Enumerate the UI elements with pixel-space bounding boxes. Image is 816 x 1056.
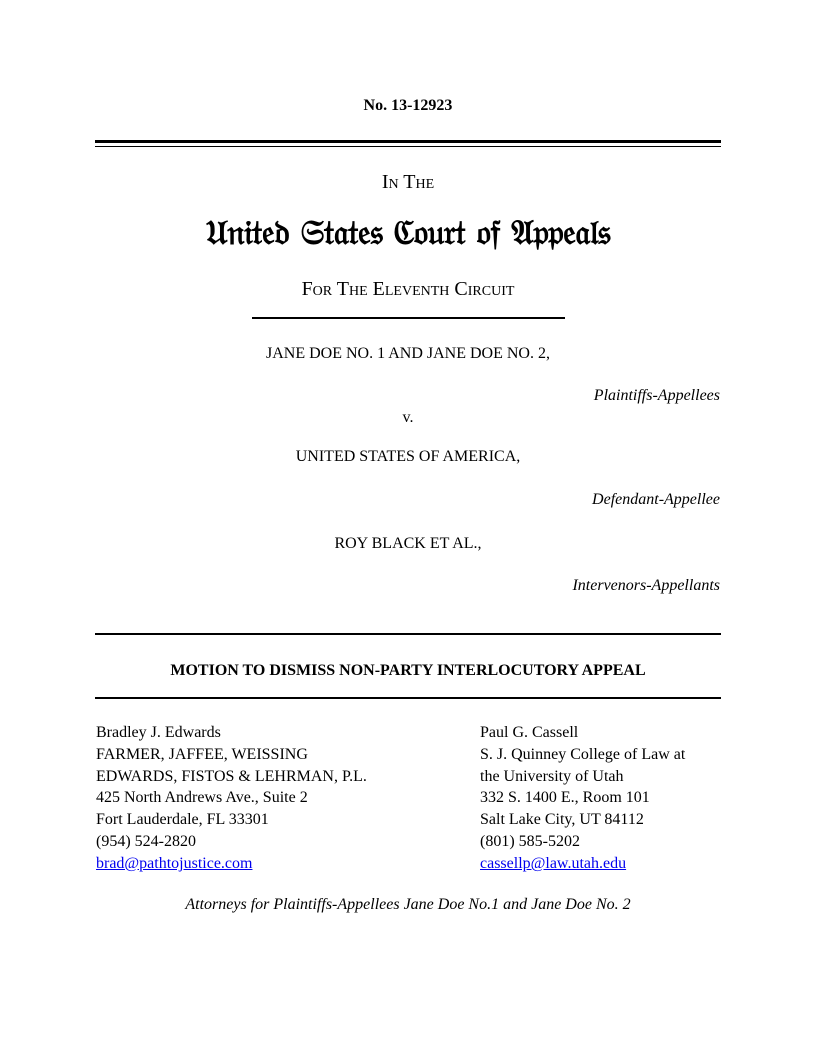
title-top-rule bbox=[95, 633, 721, 635]
double-rule-divider bbox=[95, 140, 721, 147]
defendant-name: UNITED STATES OF AMERICA, bbox=[295, 448, 521, 465]
plaintiffs-name: JANE DOE NO. 1 AND JANE DOE NO. 2, bbox=[266, 345, 550, 362]
counsel-left-block bbox=[96, 722, 367, 875]
counsel-left-address2: Fort Lauderdale, FL 33301 bbox=[96, 811, 269, 829]
versus-label: v. bbox=[402, 409, 414, 426]
counsel-right-address1: 332 S. 1400 E., Room 101 bbox=[480, 789, 650, 807]
case-number: No. 13-12923 bbox=[363, 97, 453, 114]
intervenors-name: ROY BLACK ET AL., bbox=[334, 535, 482, 552]
court-name: 𝔘𝔫𝔦𝔱𝔢𝔡 𝔖𝔱𝔞𝔱𝔢𝔰 ℭ𝔬𝔲𝔯𝔱 𝔬𝔣 𝔄𝔭𝔭𝔢𝔞𝔩𝔰 bbox=[205, 213, 611, 253]
intervenors-role: Intervenors-Appellants bbox=[572, 577, 720, 594]
counsel-right-address2: Salt Lake City, UT 84112 bbox=[480, 811, 644, 829]
title-bottom-rule bbox=[95, 697, 721, 699]
motion-title: MOTION TO DISMISS NON-PARTY INTERLOCUTORY APPEAL bbox=[170, 662, 646, 679]
counsel-left-name: Bradley J. Edwards bbox=[96, 724, 221, 741]
court-prefix: In The bbox=[381, 171, 435, 193]
attorneys-for-line: Attorneys for Plaintiffs-Appellees Jane Doe No.1 and Jane Doe No. 2 bbox=[185, 896, 631, 913]
counsel-right-block bbox=[480, 722, 685, 875]
counsel-left-firm-line2: EDWARDS, FISTOS & LEHRMAN, P.L. bbox=[96, 767, 367, 785]
counsel-right-email-link[interactable]: cassellp@law.utah.edu bbox=[480, 854, 627, 872]
defendant-role: Defendant-Appellee bbox=[592, 491, 720, 508]
counsel-left-firm-line1: FARMER, JAFFEE, WEISSING bbox=[96, 745, 308, 763]
counsel-right-name: Paul G. Cassell bbox=[480, 724, 579, 741]
court-circuit: For The Eleventh Circuit bbox=[301, 278, 515, 300]
counsel-left-address1: 425 North Andrews Ave., Suite 2 bbox=[96, 789, 308, 807]
counsel-right-firm-line1: S. J. Quinney College of Law at bbox=[480, 745, 686, 763]
counsel-left-email-link[interactable]: brad@pathtojustice.com bbox=[96, 854, 253, 872]
short-rule-divider bbox=[252, 317, 565, 319]
counsel-left-phone: (954) 524-2820 bbox=[96, 832, 196, 850]
counsel-right-phone: (801) 585-5202 bbox=[480, 832, 580, 850]
plaintiffs-role: Plaintiffs-Appellees bbox=[593, 387, 720, 404]
counsel-right-firm-line2: the University of Utah bbox=[480, 767, 624, 785]
